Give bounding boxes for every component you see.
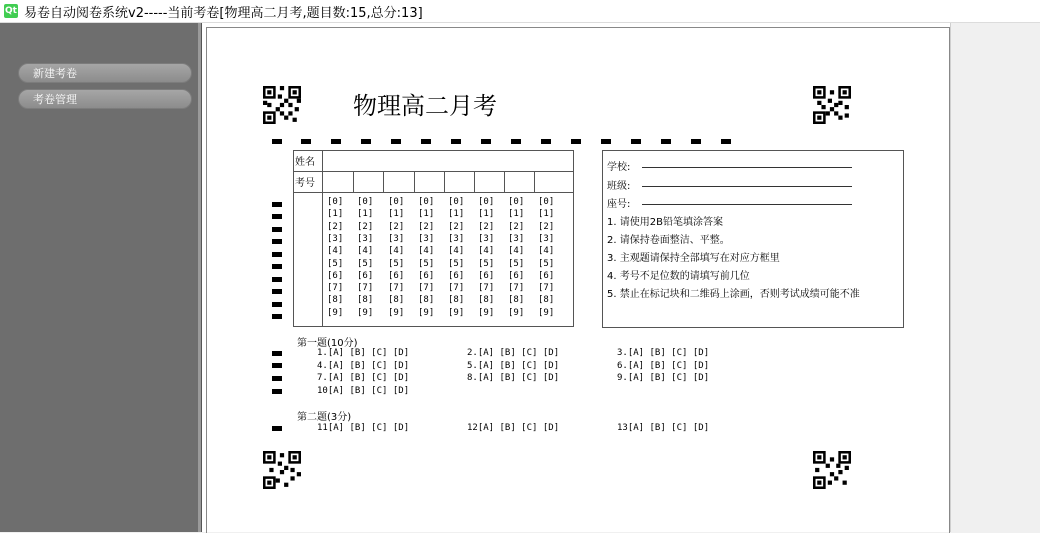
digit-bubble[interactable]: [0]: [388, 197, 405, 207]
digit-bubble[interactable]: [6]: [418, 270, 435, 281]
digit-bubble[interactable]: [2]: [357, 221, 374, 232]
timing-mark: [272, 202, 282, 207]
digit-bubble[interactable]: [0]: [327, 197, 344, 207]
digit-bubble[interactable]: [2]: [448, 221, 465, 232]
digit-bubble[interactable]: [6]: [327, 270, 344, 281]
digit-bubble[interactable]: [7]: [418, 283, 435, 294]
digit-bubble[interactable]: [4]: [478, 246, 495, 257]
digit-bubble[interactable]: [3]: [388, 233, 405, 244]
digit-bubble[interactable]: [1]: [418, 209, 435, 220]
timing-mark: [391, 139, 401, 144]
instruction: 5. 禁止在标记块和二维码上涂画，否则考试成绩可能不准: [607, 289, 860, 300]
digit-bubble[interactable]: [0]: [448, 197, 465, 207]
school-line: [642, 167, 852, 168]
right-panel: [950, 23, 1040, 532]
timing-mark: [272, 264, 282, 269]
timing-mark: [601, 139, 611, 144]
timing-mark: [691, 139, 701, 144]
timing-mark: [272, 139, 282, 144]
digit-bubble[interactable]: [1]: [538, 209, 555, 220]
qr-code-icon: [813, 451, 851, 489]
digit-bubble[interactable]: [2]: [327, 221, 344, 232]
digit-bubble[interactable]: [6]: [448, 270, 465, 281]
digit-bubble[interactable]: [8]: [448, 295, 465, 306]
timing-mark: [421, 139, 431, 144]
digit-bubble[interactable]: [2]: [418, 221, 435, 232]
name-label: 姓名: [295, 157, 315, 168]
answer-option[interactable]: 8.[A] [B] [C] [D]: [467, 373, 560, 383]
timing-mark: [301, 139, 311, 144]
instruction: 3. 主观题请保持全部填写在对应方框里: [607, 253, 780, 264]
class-label: 班级:: [607, 181, 631, 192]
digit-bubble[interactable]: [3]: [418, 233, 435, 244]
digit-bubble[interactable]: [8]: [508, 295, 525, 306]
timing-mark: [272, 289, 282, 294]
answer-option[interactable]: 2.[A] [B] [C] [D]: [467, 348, 560, 358]
digit-bubble[interactable]: [0]: [357, 197, 374, 207]
digit-bubble[interactable]: [4]: [448, 246, 465, 257]
digit-bubble[interactable]: [9]: [508, 307, 525, 318]
digit-bubble[interactable]: [1]: [448, 209, 465, 220]
timing-mark: [272, 277, 282, 282]
digit-bubble[interactable]: [3]: [538, 233, 555, 244]
timing-mark: [272, 227, 282, 232]
digit-bubble[interactable]: [9]: [418, 307, 435, 318]
digit-bubble[interactable]: [8]: [388, 295, 405, 306]
digit-bubble[interactable]: [8]: [327, 295, 344, 306]
timing-mark: [331, 139, 341, 144]
timing-mark: [272, 351, 282, 356]
digit-bubble[interactable]: [4]: [357, 246, 374, 257]
digit-bubble[interactable]: [8]: [478, 295, 495, 306]
digit-bubble[interactable]: [4]: [418, 246, 435, 257]
digit-bubble[interactable]: [5]: [448, 258, 465, 269]
timing-mark: [721, 139, 731, 144]
digit-bubble[interactable]: [4]: [508, 246, 525, 257]
digit-bubble[interactable]: [9]: [478, 307, 495, 318]
timing-mark: [571, 139, 581, 144]
digit-bubble[interactable]: [7]: [538, 283, 555, 294]
digit-bubble[interactable]: [5]: [418, 258, 435, 269]
title-bar: [0, 0, 1040, 23]
digit-bubble[interactable]: [4]: [388, 246, 405, 257]
digit-bubble[interactable]: [1]: [327, 209, 344, 220]
section-1-title: 第一题(10分): [297, 338, 358, 349]
digit-bubble[interactable]: [5]: [357, 258, 374, 269]
qr-code-icon: [263, 86, 301, 124]
new-exam-button[interactable]: 新建考卷: [18, 63, 192, 83]
timing-mark: [631, 139, 641, 144]
digit-bubble[interactable]: [0]: [478, 197, 495, 207]
timing-mark: [451, 139, 461, 144]
digit-bubble[interactable]: [5]: [508, 258, 525, 269]
window-title: 易卷自动阅卷系统v2-----当前考卷[物理高二月考,题目数:15,总分:13]: [24, 5, 423, 21]
app-icon: Qt: [5, 6, 17, 16]
digit-bubble[interactable]: [3]: [508, 233, 525, 244]
digit-bubble[interactable]: [8]: [418, 295, 435, 306]
digit-bubble[interactable]: [7]: [478, 283, 495, 294]
digit-bubble[interactable]: [4]: [538, 246, 555, 257]
answer-option[interactable]: 10[A] [B] [C] [D]: [317, 385, 410, 396]
timing-mark: [272, 363, 282, 368]
digit-bubble[interactable]: [6]: [388, 270, 405, 281]
digit-bubble[interactable]: [7]: [327, 283, 344, 294]
answer-option[interactable]: 6.[A] [B] [C] [D]: [617, 360, 710, 371]
answer-option[interactable]: 1.[A] [B] [C] [D]: [317, 348, 410, 358]
instruction: 2. 请保持卷面整洁、平整。: [607, 235, 730, 246]
sidebar: [0, 23, 198, 532]
digit-bubble[interactable]: [7]: [357, 283, 374, 294]
school-label: 学校:: [607, 162, 631, 173]
digit-bubble[interactable]: [6]: [478, 270, 495, 281]
digit-bubble[interactable]: [9]: [448, 307, 465, 318]
digit-bubble[interactable]: [5]: [478, 258, 495, 269]
timing-mark: [361, 139, 371, 144]
answer-option[interactable]: 5.[A] [B] [C] [D]: [467, 360, 560, 371]
digit-bubble[interactable]: [6]: [538, 270, 555, 281]
answer-option[interactable]: 12[A] [B] [C] [D]: [467, 423, 560, 433]
digit-bubble[interactable]: [3]: [327, 233, 344, 244]
instruction: 1. 请使用2B铅笔填涂答案: [607, 217, 723, 228]
instruction: 4. 考号不足位数的请填写前几位: [607, 271, 750, 282]
digit-bubble[interactable]: [4]: [327, 246, 344, 257]
answer-option[interactable]: 13[A] [B] [C] [D]: [617, 423, 710, 433]
seat-label: 座号:: [607, 199, 631, 210]
timing-mark: [272, 252, 282, 257]
timing-mark: [661, 139, 671, 144]
timing-mark: [272, 314, 282, 319]
exam-manage-button[interactable]: 考卷管理: [18, 89, 192, 109]
digit-bubble[interactable]: [9]: [327, 307, 344, 318]
digit-bubble[interactable]: [7]: [388, 283, 405, 294]
digit-bubble[interactable]: [7]: [508, 283, 525, 294]
digit-bubble[interactable]: [3]: [357, 233, 374, 244]
digit-bubble[interactable]: [9]: [357, 307, 374, 318]
timing-mark: [511, 139, 521, 144]
answer-option[interactable]: 4.[A] [B] [C] [D]: [317, 360, 410, 371]
digit-bubble[interactable]: [0]: [418, 197, 435, 207]
digit-bubble[interactable]: [0]: [538, 197, 555, 207]
digit-bubble[interactable]: [5]: [388, 258, 405, 269]
timing-mark: [541, 139, 551, 144]
timing-mark: [272, 302, 282, 307]
digit-bubble[interactable]: [5]: [327, 258, 344, 269]
timing-mark: [272, 389, 282, 394]
digit-bubble[interactable]: [2]: [508, 221, 525, 232]
timing-mark: [481, 139, 491, 144]
answer-option[interactable]: 3.[A] [B] [C] [D]: [617, 348, 710, 358]
id-label: 考号: [295, 178, 315, 189]
exam-title: 物理高二月考: [353, 92, 497, 120]
digit-bubble[interactable]: [8]: [357, 295, 374, 306]
digit-bubble[interactable]: [9]: [388, 307, 405, 318]
digit-bubble[interactable]: [6]: [357, 270, 374, 281]
timing-mark: [272, 239, 282, 244]
qr-code-icon: [813, 86, 851, 124]
digit-bubble[interactable]: [2]: [388, 221, 405, 232]
digit-bubble[interactable]: [2]: [538, 221, 555, 232]
digit-bubble[interactable]: [6]: [508, 270, 525, 281]
timing-mark: [272, 376, 282, 381]
digit-bubble[interactable]: [1]: [508, 209, 525, 220]
seat-line: [642, 204, 852, 205]
digit-bubble[interactable]: [8]: [538, 295, 555, 306]
answer-option[interactable]: 11[A] [B] [C] [D]: [317, 423, 410, 433]
timing-mark: [272, 214, 282, 219]
digit-bubble[interactable]: [0]: [508, 197, 525, 207]
digit-bubble[interactable]: [1]: [478, 209, 495, 220]
qr-code-icon: [263, 451, 301, 489]
digit-bubble[interactable]: [1]: [388, 209, 405, 220]
digit-bubble[interactable]: [2]: [478, 221, 495, 232]
digit-bubble[interactable]: [5]: [538, 258, 555, 269]
digit-bubble[interactable]: [3]: [448, 233, 465, 244]
section-2-title: 第二题(3分): [297, 412, 352, 423]
timing-mark: [272, 426, 282, 431]
digit-bubble[interactable]: [7]: [448, 283, 465, 294]
answer-option[interactable]: 7.[A] [B] [C] [D]: [317, 373, 410, 383]
class-line: [642, 186, 852, 187]
digit-bubble[interactable]: [3]: [478, 233, 495, 244]
answer-option[interactable]: 9.[A] [B] [C] [D]: [617, 373, 710, 383]
digit-bubble[interactable]: [1]: [357, 209, 374, 220]
digit-bubble[interactable]: [9]: [538, 307, 555, 318]
